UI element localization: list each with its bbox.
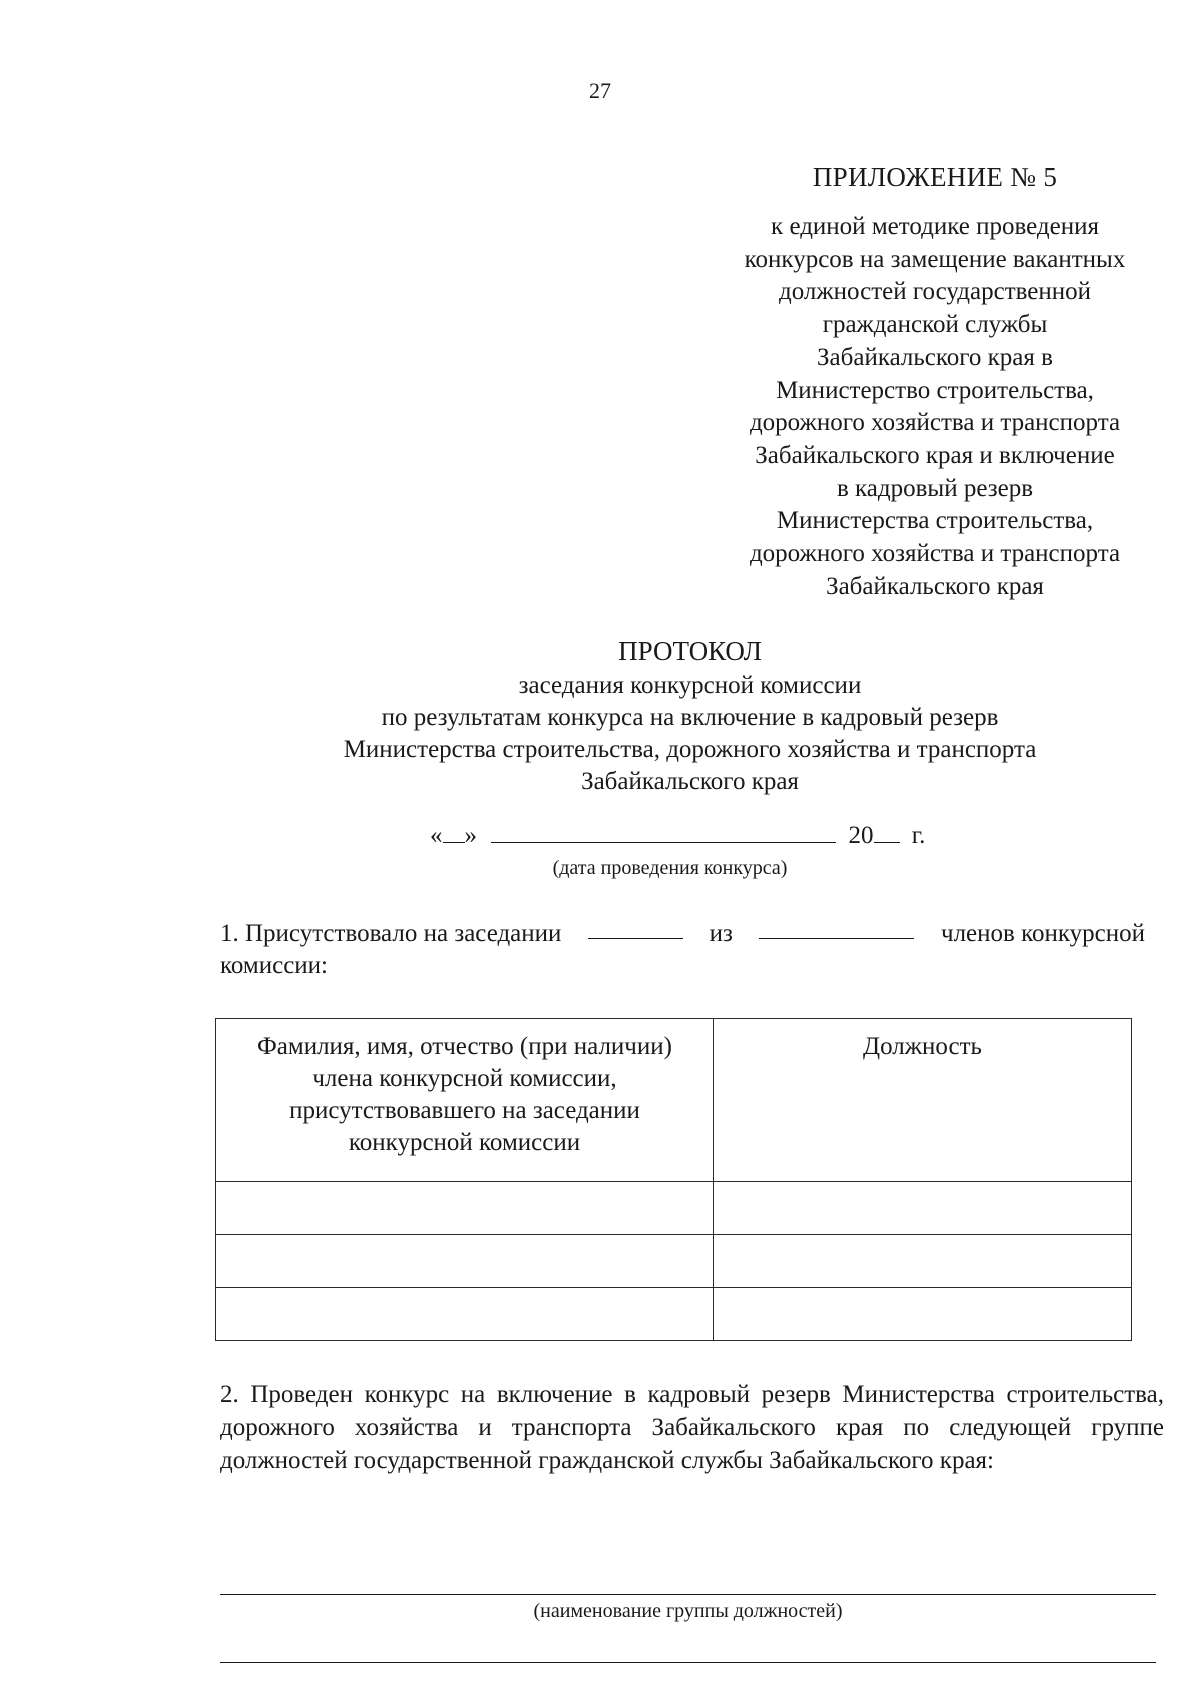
protocol-line: по результатам конкурса на включение в кадровый резерв [381, 704, 999, 731]
present-count-blank[interactable] [588, 918, 683, 939]
group-name-line[interactable] [220, 1594, 1156, 1595]
item-1-text-b: из [709, 920, 733, 947]
table-cell-name[interactable] [216, 1288, 714, 1341]
protocol-line: Забайкальского края [581, 768, 799, 795]
date-line [430, 822, 925, 850]
group-name-caption: (наименование группы должностей) [533, 1600, 843, 1622]
year-blank[interactable] [874, 822, 900, 843]
day-blank[interactable] [443, 822, 465, 843]
month-blank[interactable] [491, 822, 836, 843]
header-member-name [216, 1019, 714, 1182]
header-member-name-line: Фамилия, имя, отчество (при наличии) [257, 1033, 672, 1060]
year-prefix: 20 [848, 822, 874, 849]
header-member-name-line: конкурсной комиссии [348, 1129, 581, 1156]
appendix-line: Министерство строительства, [776, 376, 1094, 404]
appendix-line: Забайкальского края и включение [755, 441, 1115, 469]
header-position: Должность [714, 1019, 1132, 1182]
appendix-line: гражданской службы [822, 311, 1048, 339]
members-table [215, 1018, 1132, 1341]
appendix-line: дорожного хозяйства и транспорта [749, 540, 1121, 568]
appendix-title: ПРИЛОЖЕНИЕ № 5 [812, 162, 1058, 192]
protocol-title: ПРОТОКОЛ [618, 636, 762, 666]
table-header-row [216, 1019, 1132, 1182]
table-cell-position[interactable] [714, 1182, 1132, 1235]
protocol-line: заседания конкурсной комиссии [518, 672, 862, 699]
appendix-subtitle [710, 211, 1160, 603]
appendix-line: дорожного хозяйства и транспорта [749, 409, 1121, 437]
page-number: 27 [589, 78, 611, 103]
table-cell-position[interactable] [714, 1235, 1132, 1288]
year-suffix: г. [911, 822, 926, 849]
header-member-name-line: присутствовавшего на заседании [289, 1097, 640, 1124]
protocol-subtitle [0, 670, 1200, 798]
appendix-line: конкурсов на замещение вакантных [744, 245, 1126, 273]
table-row [216, 1235, 1132, 1288]
date-caption: (дата проведения конкурса) [552, 857, 788, 879]
item-1-paragraph [220, 918, 1145, 982]
protocol-line: Министерства строительства, дорожного хозяйства и транспорта [343, 736, 1037, 763]
appendix-line: к единой методике проведения [771, 213, 1099, 240]
table-row [216, 1182, 1132, 1235]
table-cell-position[interactable] [714, 1288, 1132, 1341]
total-count-blank[interactable] [759, 918, 914, 939]
item-1-text-a: 1. Присутствовало на заседании [220, 920, 562, 947]
appendix-line: Забайкальского края в [817, 343, 1053, 371]
table-cell-name[interactable] [216, 1182, 714, 1235]
appendix-line: Министерства строительства, [776, 507, 1094, 535]
date-open-quote: « [430, 822, 443, 849]
table-cell-name[interactable] [216, 1235, 714, 1288]
item-2-paragraph: 2. Проведен конкурс на включение в кадровый резерв Министерства строительства, дорожного хозяйства и транспорта Забайкальского края по следующей группе должностей государственной гражданской службы Забайкальского края: [220, 1381, 1164, 1474]
item-1-text-d: комиссии: [220, 952, 328, 979]
date-close-quote: » [464, 822, 477, 849]
appendix-line: Забайкальского края [826, 572, 1044, 600]
group-name-line-2[interactable] [220, 1662, 1156, 1663]
table-row [216, 1288, 1132, 1341]
appendix-line: в кадровый резерв [836, 474, 1034, 502]
appendix-line: должностей государственной [778, 278, 1092, 306]
header-member-name-line: члена конкурсной комиссии, [312, 1065, 617, 1092]
item-1-text-c: членов конкурсной [941, 920, 1145, 947]
